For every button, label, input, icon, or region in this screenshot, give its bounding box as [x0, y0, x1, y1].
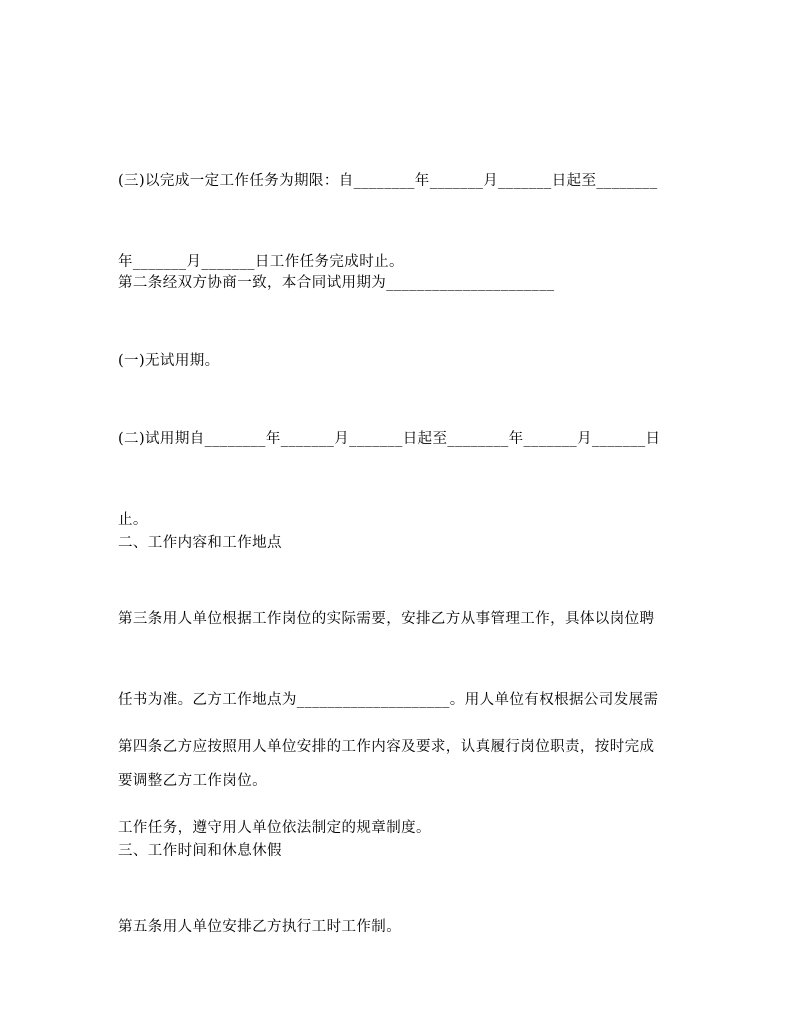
text-line: 第二条经双方协商一致，本合同试用期为______________________ — [118, 275, 555, 291]
text-line: 止。 — [118, 512, 148, 528]
text-line: (二)试用期自________年_______月_______日起至________年_______月_______日 — [118, 431, 661, 447]
text-line: 第四条乙方应按照用人单位安排的工作内容及要求，认真履行岗位职责，按时完成 — [118, 739, 655, 755]
text-line: (三)以完成一定工作任务为期限：自________年_______月_______日起至________ — [118, 173, 658, 189]
text-line: 任书为准。乙方工作地点为____________________。用人单位有权根据公司发展需 — [118, 692, 659, 708]
text-line: 要调整乙方工作岗位。 — [118, 773, 267, 789]
text-line: 第五条用人单位安排乙方执行工时工作制。 — [118, 919, 402, 935]
text-line: 二、工作内容和工作地点 — [118, 535, 282, 551]
text-line: (一)无试用期。 — [118, 353, 220, 369]
text-line: 三、工作时间和休息休假 — [118, 843, 282, 859]
text-line: 工作任务，遵守用人单位依法制定的规章制度。 — [118, 820, 431, 836]
text-line: 第三条用人单位根据工作岗位的实际需要，安排乙方从事管理工作，具体以岗位聘 — [118, 611, 655, 627]
text-line: 年_______月_______日工作任务完成时止。 — [118, 254, 404, 270]
paragraph-article-5 — [118, 860, 680, 995]
